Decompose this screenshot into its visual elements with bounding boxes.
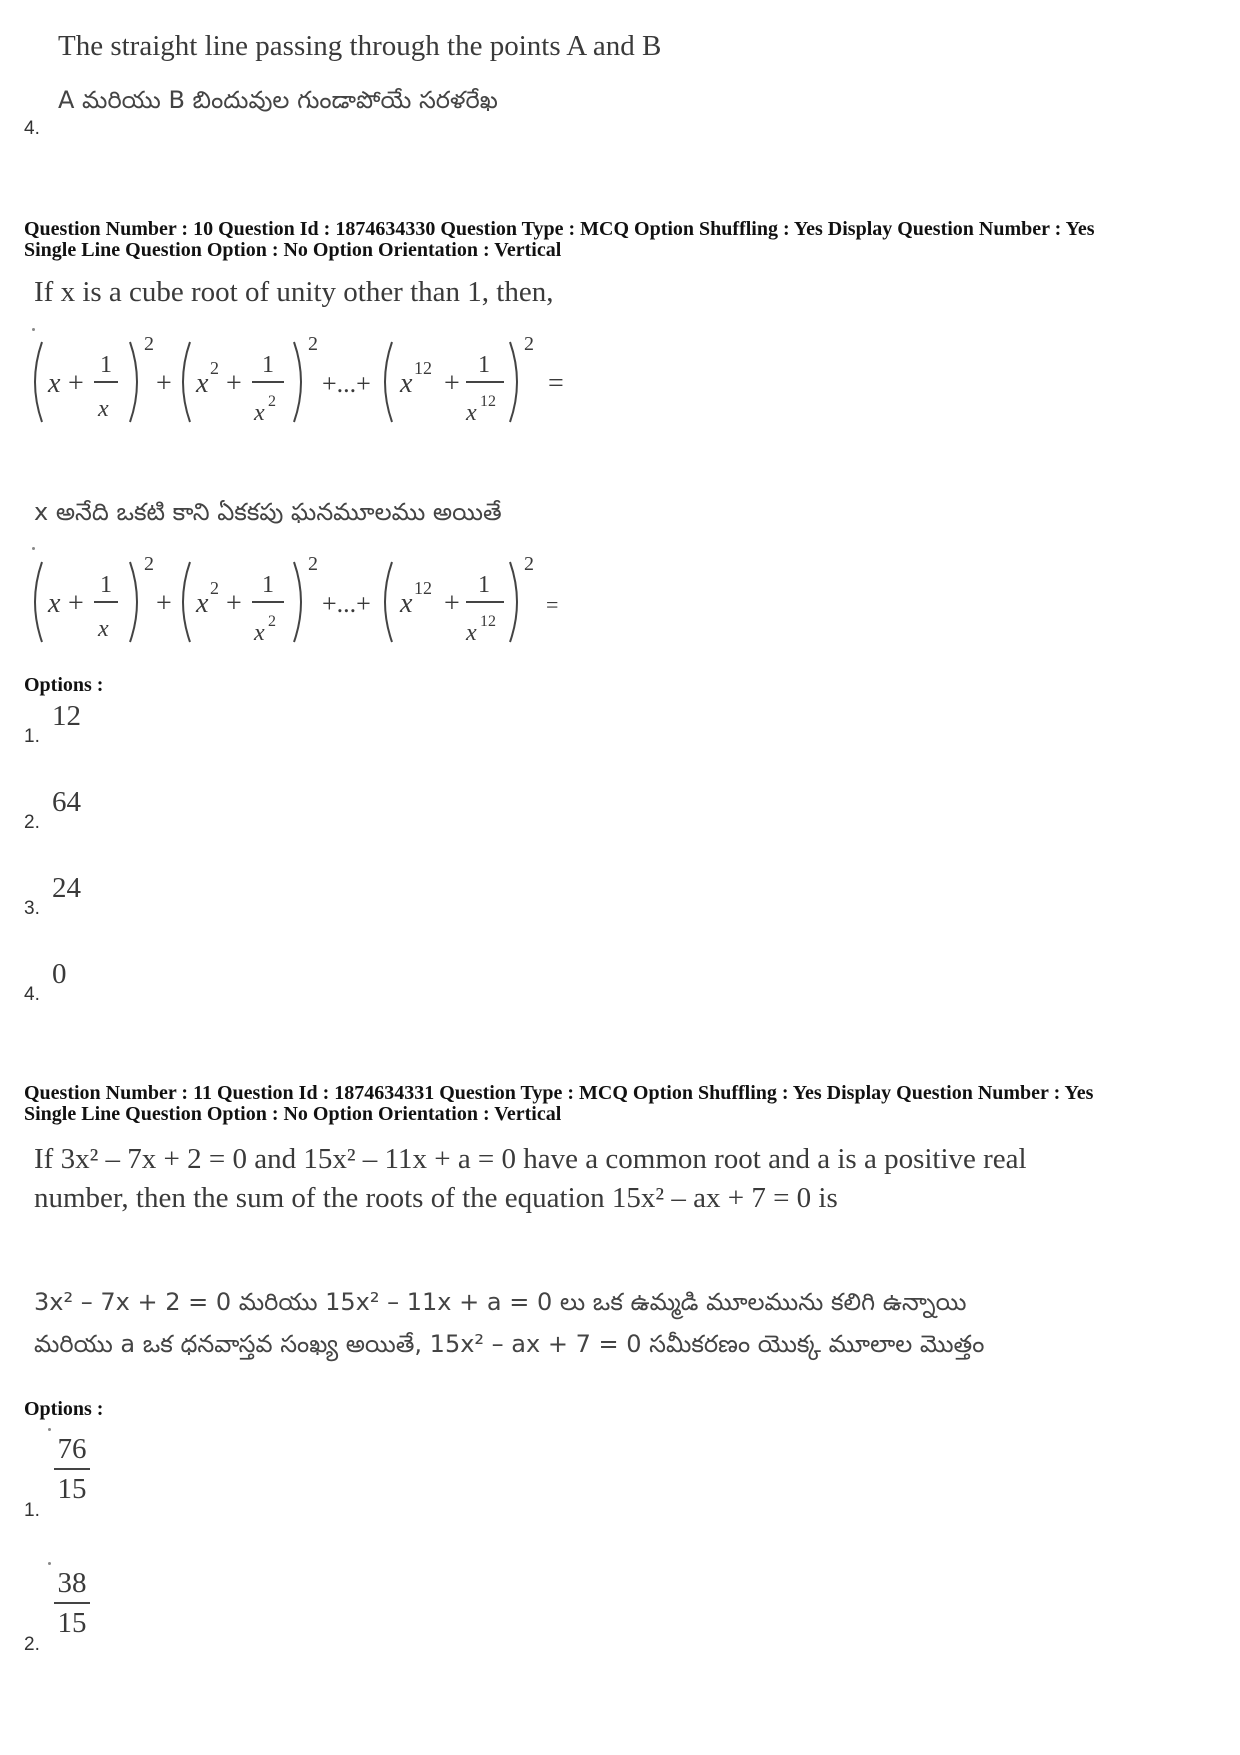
svg-text:x: x bbox=[254, 620, 265, 646]
q10-formula-telugu bbox=[30, 550, 600, 655]
fraction-bar bbox=[54, 1468, 90, 1470]
q10-meta-line1: Question Number : 10 Question Id : 1874634330 Question Type : MCQ Option Shuffling : Yes Display Question Number : Yes bbox=[24, 218, 1095, 240]
svg-text:x: x bbox=[98, 616, 109, 642]
svg-text:2: 2 bbox=[524, 333, 534, 355]
svg-text:x: x bbox=[466, 620, 477, 646]
svg-text:12: 12 bbox=[480, 393, 496, 410]
svg-text:2: 2 bbox=[524, 553, 534, 575]
svg-text:+: + bbox=[156, 588, 172, 619]
svg-text:2: 2 bbox=[210, 358, 219, 378]
svg-text:12: 12 bbox=[414, 578, 432, 598]
svg-text:x: x bbox=[254, 400, 265, 426]
svg-text:x: x bbox=[48, 588, 61, 619]
svg-text:2: 2 bbox=[210, 578, 219, 598]
prev-option-number: 4. bbox=[24, 118, 40, 139]
svg-text:1: 1 bbox=[262, 572, 274, 598]
svg-text:=: = bbox=[548, 368, 564, 399]
prev-option-english: The straight line passing through the points A and B bbox=[58, 30, 662, 62]
svg-text:1: 1 bbox=[478, 352, 490, 378]
svg-text:2: 2 bbox=[144, 333, 154, 355]
svg-text:+: + bbox=[68, 588, 84, 619]
q10-option-value[interactable]: 0 bbox=[52, 958, 67, 990]
q10-option-number: 2. bbox=[24, 812, 40, 833]
bullet-dot bbox=[48, 1562, 51, 1565]
q10-formula-english bbox=[30, 330, 600, 435]
svg-text:+: + bbox=[68, 368, 84, 399]
svg-text:=: = bbox=[546, 592, 559, 617]
q10-option-number: 1. bbox=[24, 726, 40, 747]
q11-option-fraction[interactable] bbox=[54, 1432, 90, 1506]
svg-text:2: 2 bbox=[308, 333, 318, 355]
q11-option-number: 2. bbox=[24, 1634, 40, 1655]
svg-text:+: + bbox=[156, 368, 172, 399]
svg-text:2: 2 bbox=[268, 393, 276, 410]
svg-text:x: x bbox=[196, 368, 209, 399]
svg-text:1: 1 bbox=[100, 572, 112, 598]
svg-text:+: + bbox=[226, 588, 242, 619]
svg-text:2: 2 bbox=[144, 553, 154, 575]
svg-text:1: 1 bbox=[100, 352, 112, 378]
svg-text:+: + bbox=[444, 368, 460, 399]
svg-text:12: 12 bbox=[480, 613, 496, 630]
svg-text:12: 12 bbox=[414, 358, 432, 378]
q10-option-number: 3. bbox=[24, 898, 40, 919]
svg-text:x: x bbox=[466, 400, 477, 426]
svg-text:+...+: +...+ bbox=[322, 589, 371, 618]
svg-text:2: 2 bbox=[268, 613, 276, 630]
svg-text:x: x bbox=[98, 396, 109, 422]
fraction-denominator: 15 bbox=[57, 1607, 87, 1639]
svg-text:1: 1 bbox=[262, 352, 274, 378]
q11-options-label: Options : bbox=[24, 1398, 104, 1420]
q11-telugu-line2: మరియు a ఒక ధనవాస్తవ సంఖ్య అయితే, 15x² – ax + 7 = 0 సమీకరణం యొక్క మూలాల మొత్తం bbox=[34, 1330, 985, 1358]
q10-telugu-text: x అనేది ఒకటి కాని ఏకకపు ఘనమూలము అయితే bbox=[34, 498, 502, 526]
q11-meta-line1: Question Number : 11 Question Id : 1874634331 Question Type : MCQ Option Shuffling : Yes Display Question Number : Yes bbox=[24, 1082, 1094, 1104]
svg-text:x: x bbox=[400, 588, 413, 619]
q10-english-text: If x is a cube root of unity other than 1, then, bbox=[34, 276, 554, 308]
q10-options-label: Options : bbox=[24, 674, 104, 696]
svg-text:+: + bbox=[226, 368, 242, 399]
q10-meta-line2: Single Line Question Option : No Option Orientation : Vertical bbox=[24, 239, 562, 261]
svg-text:x: x bbox=[48, 368, 61, 399]
svg-text:1: 1 bbox=[478, 572, 490, 598]
svg-text:2: 2 bbox=[308, 553, 318, 575]
bullet-dot bbox=[48, 1428, 51, 1431]
q11-meta-line2: Single Line Question Option : No Option Orientation : Vertical bbox=[24, 1103, 562, 1125]
fraction-numerator: 76 bbox=[57, 1433, 87, 1465]
q11-english-line1: If 3x² – 7x + 2 = 0 and 15x² – 11x + a = 0 have a common root and a is a positive real bbox=[34, 1143, 1027, 1175]
svg-text:x: x bbox=[196, 588, 209, 619]
q10-option-value[interactable]: 12 bbox=[52, 700, 81, 732]
q11-option-number: 1. bbox=[24, 1500, 40, 1521]
svg-text:+...+: +...+ bbox=[322, 369, 371, 398]
fraction-numerator: 38 bbox=[57, 1567, 87, 1599]
q10-option-value[interactable]: 24 bbox=[52, 872, 81, 904]
fraction-bar bbox=[54, 1602, 90, 1604]
svg-text:+: + bbox=[444, 588, 460, 619]
q10-option-number: 4. bbox=[24, 984, 40, 1005]
q11-option-fraction[interactable] bbox=[54, 1566, 90, 1640]
q11-telugu-line1: 3x² – 7x + 2 = 0 మరియు 15x² – 11x + a = 0 లు ఒక ఉమ్మడి మూలమును కలిగి ఉన్నాయి bbox=[34, 1288, 967, 1316]
q11-english-line2: number, then the sum of the roots of the equation 15x² – ax + 7 = 0 is bbox=[34, 1182, 838, 1214]
svg-text:x: x bbox=[400, 368, 413, 399]
q10-option-value[interactable]: 64 bbox=[52, 786, 81, 818]
prev-option-telugu: A మరియు B బిందువుల గుండాపోయే సరళరేఖ bbox=[58, 86, 498, 114]
fraction-denominator: 15 bbox=[57, 1473, 87, 1505]
